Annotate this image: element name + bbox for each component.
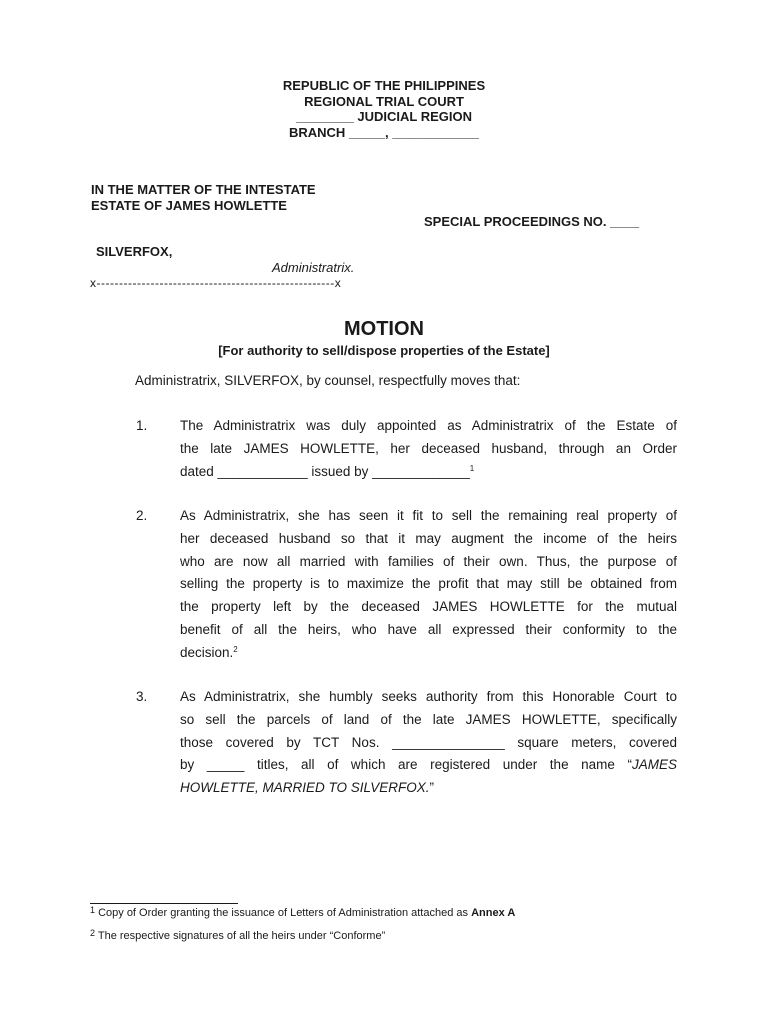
document-subtitle: [For authority to sell/dispose properties of the Estate] xyxy=(218,343,550,358)
paragraph-line-text: dated ____________ issued by _____________ xyxy=(180,463,470,479)
intro-paragraph: Administratrix, SILVERFOX, by counsel, respectfully moves that: xyxy=(135,373,521,388)
paragraph-line: The Administratrix was duly appointed as Administratrix of the Estate of xyxy=(180,418,677,433)
paragraph-line: those covered by TCT Nos. _______________ square meters, covered xyxy=(180,734,677,750)
footnote-ref: 1 xyxy=(469,463,475,473)
paragraph-line xyxy=(180,754,677,777)
annex-label: Annex A xyxy=(471,907,516,919)
header-branch: BRANCH _____, ____________ xyxy=(288,124,480,140)
caption-matter-line1: IN THE MATTER OF THE INTESTATE xyxy=(91,182,316,197)
paragraph-text xyxy=(180,505,677,665)
footnote-text: Copy of Order granting the issuance of Letters of Administration attached as xyxy=(98,907,472,919)
case-caption xyxy=(91,182,316,214)
paragraph-line xyxy=(180,461,677,484)
paragraph-number: 3. xyxy=(136,689,148,704)
footnote-text: The respective signatures of all the heirs under “Conforme” xyxy=(97,930,386,942)
paragraph-line: so sell the parcels of land of the late JAMES HOWLETTE, specifically xyxy=(180,711,677,727)
paragraph-number: 2. xyxy=(136,508,148,523)
paragraph-line: her deceased husband so that it may augment the income of the heirs xyxy=(180,530,677,546)
paragraph-line xyxy=(180,777,677,800)
court-header xyxy=(0,78,768,140)
paragraph-line-text: decision. xyxy=(180,644,234,660)
paragraph-line: selling the property is to maximize the profit that may still be obtained from xyxy=(180,576,677,592)
party-name: SILVERFOX, xyxy=(96,244,173,259)
paragraph-text xyxy=(180,415,677,483)
paragraph-line: the property left by the deceased JAMES HOWLETTE for the mutual xyxy=(180,599,677,615)
header-republic: REPUBLIC OF THE PHILIPPINES xyxy=(282,78,486,93)
document-title: MOTION xyxy=(344,318,424,340)
paragraph-line: benefit of all the heirs, who have all expressed their conformity to the xyxy=(180,621,677,637)
paragraph-line: As Administratrix, she has seen it fit to sell the remaining real property of xyxy=(180,508,677,523)
closing-quote: ” xyxy=(429,780,435,796)
special-proceedings-number: SPECIAL PROCEEDINGS NO. ____ xyxy=(424,214,640,229)
party-role: Administratrix. xyxy=(272,260,355,275)
footnote-number: 2 xyxy=(90,928,96,938)
registered-name-start: JAMES xyxy=(631,757,677,773)
footnote-2 xyxy=(90,930,385,942)
footnote-1 xyxy=(90,907,515,919)
paragraph-text xyxy=(180,686,677,800)
footnote-number: 1 xyxy=(90,905,96,915)
caption-separator: x-----------------------------------------------------x xyxy=(90,276,342,290)
header-court: REGIONAL TRIAL COURT xyxy=(304,93,464,109)
paragraph-line: the late JAMES HOWLETTE, her deceased husband, through an Order xyxy=(180,440,677,456)
paragraph-line xyxy=(180,642,677,665)
paragraph-line-text: by _____ titles, all of which are registered under the name “ xyxy=(180,757,632,773)
header-region: ________ JUDICIAL REGION xyxy=(295,109,473,124)
footnote-ref: 2 xyxy=(233,644,238,654)
registered-name-end: HOWLETTE, MARRIED TO SILVERFOX. xyxy=(180,780,430,796)
paragraph-line: who are now all married with families of their own. Thus, the purpose of xyxy=(180,553,677,569)
caption-matter-line2: ESTATE OF JAMES HOWLETTE xyxy=(91,198,287,213)
footnote-divider xyxy=(90,903,238,904)
paragraph-line: As Administratrix, she humbly seeks authority from this Honorable Court to xyxy=(180,689,677,704)
paragraph-number: 1. xyxy=(136,418,148,433)
